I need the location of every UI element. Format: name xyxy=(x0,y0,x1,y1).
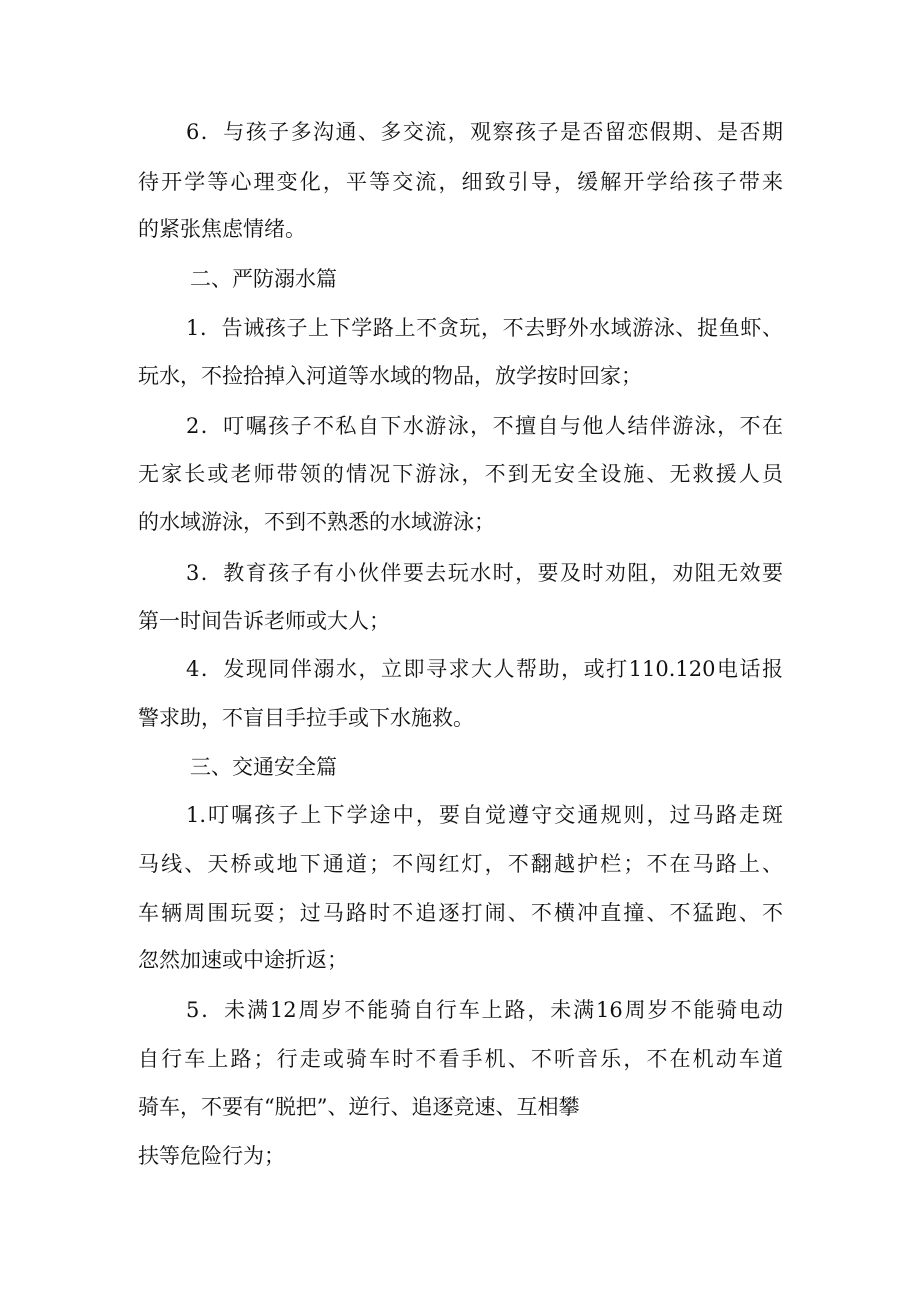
paragraph-line: 车辆周围玩耍；过马路时不追逐打闹、不横冲直撞、不猛跑、不 xyxy=(138,901,783,925)
paragraph-line: 玩水，不捡拾掉入河道等水域的物品，放学按时回家； xyxy=(138,364,642,388)
paragraph-line: 3．教育孩子有小伙伴要去玩水时，要及时劝阻，劝阻无效要 xyxy=(186,561,783,585)
paragraph-line: 2．叮嘱孩子不私自下水游泳，不擅自与他人结伴游泳，不在 xyxy=(186,414,783,438)
section-heading: 二、严防溺水篇 xyxy=(190,267,337,291)
paragraph-line: 扶等危险行为； xyxy=(138,1144,285,1168)
paragraph-line: 的紧张焦虑情绪。 xyxy=(138,217,306,241)
paragraph-line: 5．未满12周岁不能骑自行车上路，未满16周岁不能骑电动 xyxy=(186,998,783,1022)
paragraph-line: 警求助，不盲目手拉手或下水施救。 xyxy=(138,706,474,730)
paragraph-line: 骑车，不要有“脱把”、逆行、追逐竞速、互相攀 xyxy=(138,1095,580,1119)
section-heading: 三、交通安全篇 xyxy=(190,755,337,779)
paragraph-line: 1．告诫孩子上下学路上不贪玩，不去野外水域游泳、捉鱼虾、 xyxy=(186,316,783,340)
paragraph-line: 马线、天桥或地下通道；不闯红灯，不翻越护栏；不在马路上、 xyxy=(138,852,783,876)
paragraph-line: 第一时间告诉老师或大人； xyxy=(138,609,390,633)
paragraph-line: 4．发现同伴溺水，立即寻求大人帮助，或打110.120电话报 xyxy=(186,657,783,681)
paragraph-line: 忽然加速或中途折返； xyxy=(138,948,348,972)
paragraph-line: 自行车上路；行走或骑车时不看手机、不听音乐，不在机动车道 xyxy=(138,1047,783,1071)
paragraph-line: 待开学等心理变化，平等交流，细致引导，缓解开学给孩子带来 xyxy=(138,170,783,194)
paragraph-line: 6．与孩子多沟通、多交流，观察孩子是否留恋假期、是否期 xyxy=(186,120,783,144)
paragraph-line: 1.叮嘱孩子上下学途中，要自觉遵守交通规则，过马路走斑 xyxy=(186,803,783,827)
paragraph-line: 的水域游泳，不到不熟悉的水域游泳； xyxy=(138,510,495,534)
paragraph-line: 无家长或老师带领的情况下游泳，不到无安全设施、无救援人员 xyxy=(138,462,783,486)
